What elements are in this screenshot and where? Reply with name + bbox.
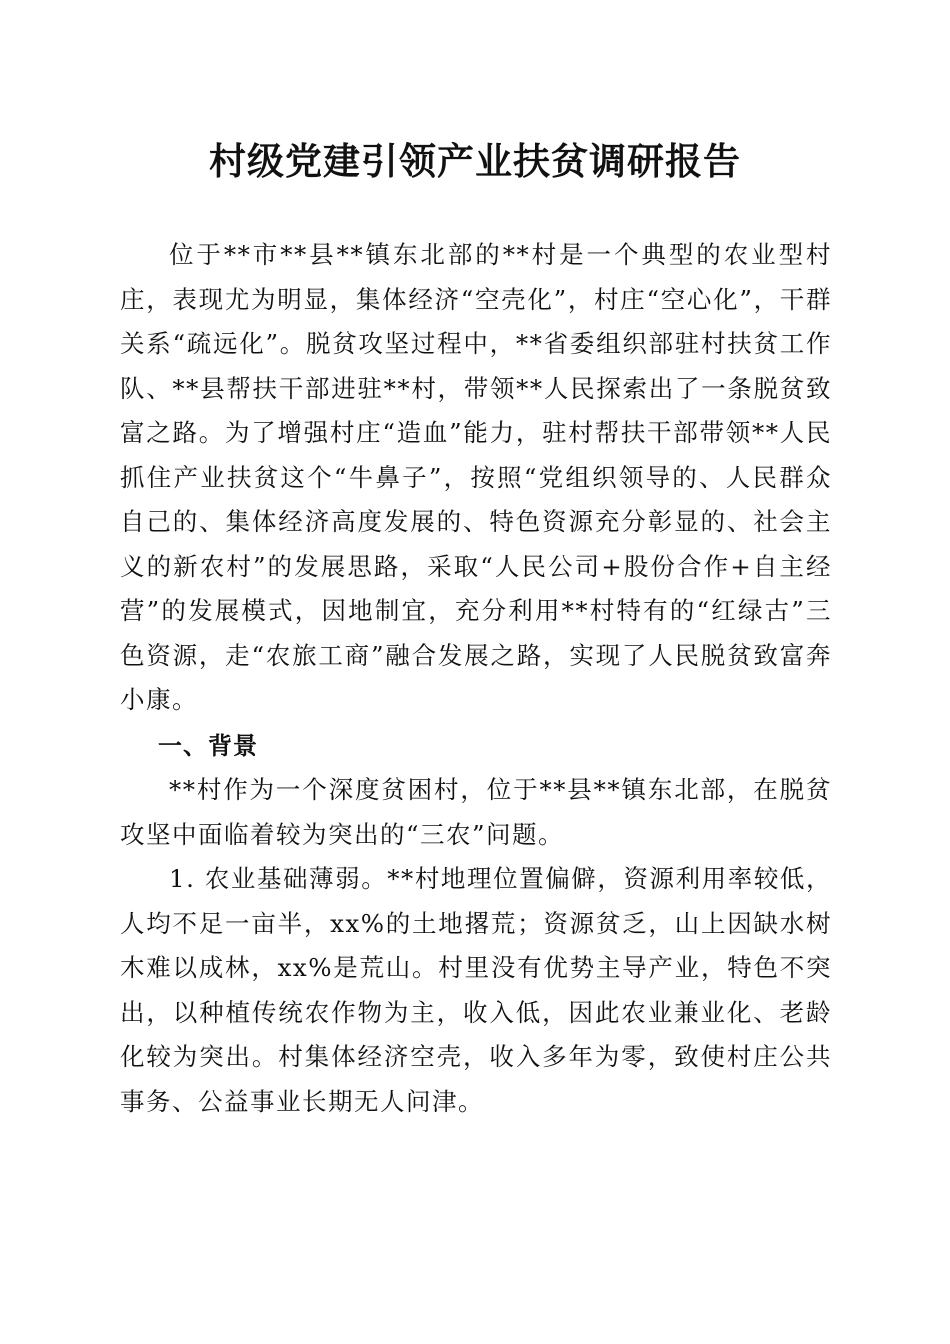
intro-paragraph: 位于**市**县**镇东北部的**村是一个典型的农业型村庄，表现尤为明显，集体经济“空壳化”，村庄“空心化”，干群关系“疏远化”。脱贫攻坚过程中，**省委组织部驻村扶贫工作队、**县帮扶干部进驻**村，带领**人民探索出了一条脱贫致富之路。为了增强村庄“造血”能力，驻村帮扶干部带领**人民抓住产业扶贫这个“牛鼻子”，按照“党组织领导的、人民群众自己的、集体经济高度发展的、特色资源充分彰显的、社会主义的新农村”的发展思路，采取“人民公司+股份合作+自主经营”的发展模式，因地制宜，充分利用**村特有的“红绿古”三色资源，走“农旅工商”融合发展之路，实现了人民脱贫致富奔小康。 [120, 240, 832, 714]
document-title: 村级党建引领产业扶贫调研报告 [209, 139, 741, 183]
background-paragraph: **村作为一个深度贫困村，位于**县**镇东北部，在脱贫攻坚中面临着较为突出的“三农”问题。 [120, 775, 832, 849]
section-heading-background: 一、背景 [158, 732, 258, 760]
point-1-paragraph: 1. 农业基础薄弱。**村地理位置偏僻，资源利用率较低，人均不足一亩半，xx%的土地撂荒；资源贫乏，山上因缺水树木难以成林，xx%是荒山。村里没有优势主导产业，特色不突出，以种植传统农作物为主，收入低，因此农业兼业化、老龄化较为突出。村集体经济空壳，收入多年为零，致使村庄公共事务、公益事业长期无人问津。 [120, 864, 832, 1116]
